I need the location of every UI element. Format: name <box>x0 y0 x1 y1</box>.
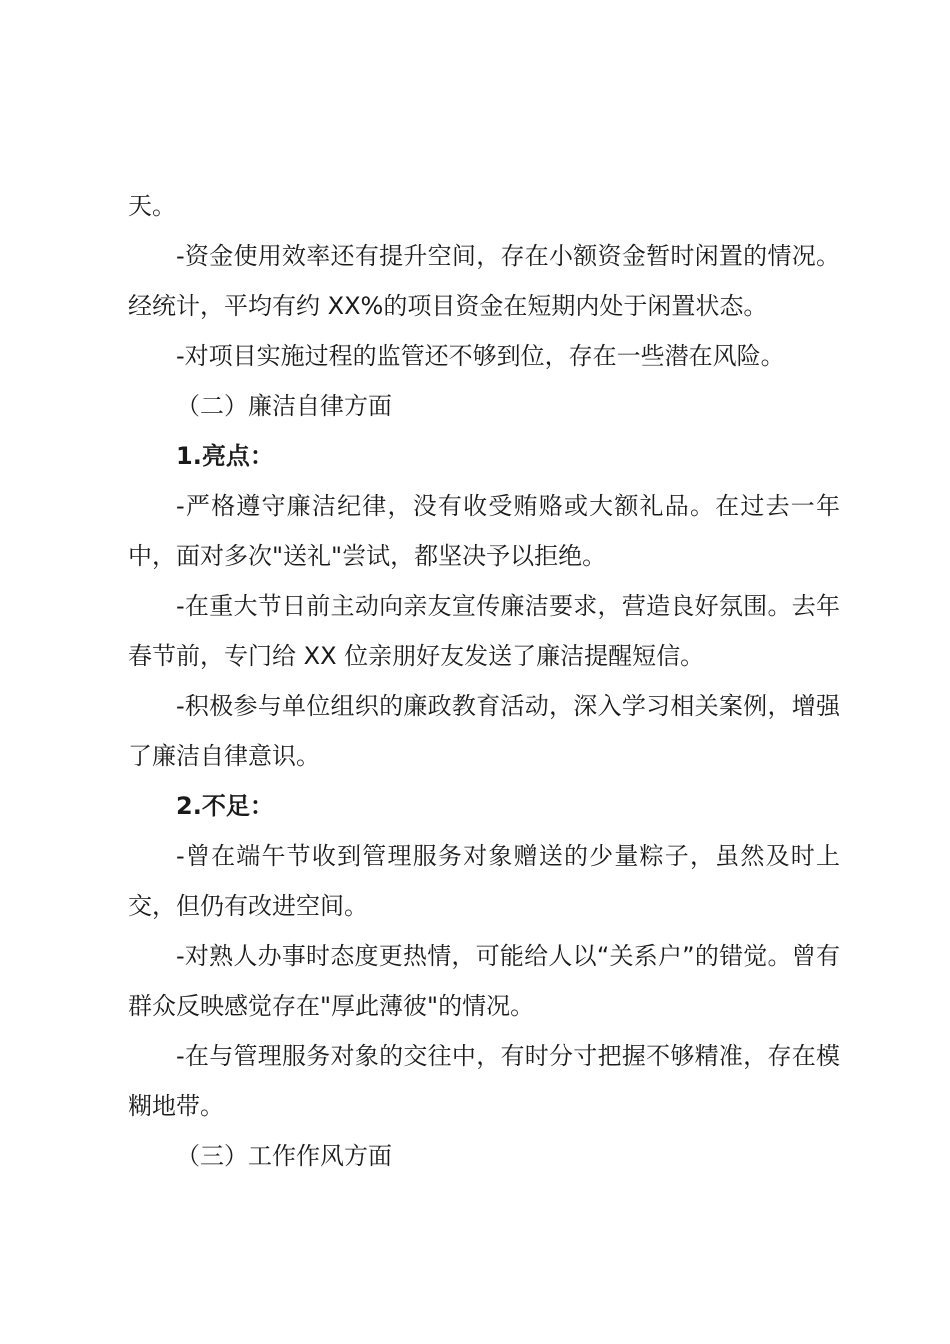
subheading-shortcomings: 2.不足： <box>176 792 274 820</box>
paragraph-gift-received: -曾在端午节收到管理服务对象赠送的少量粽子，虽然及时上交，但仍有改进空间。 <box>128 842 840 920</box>
section-heading-work-style: （三）工作作风方面 <box>176 1142 392 1170</box>
paragraph-project-supervision: -对项目实施过程的监管还不够到位，存在一些潜在风险。 <box>176 342 785 370</box>
paragraph-continuation: 天。 <box>128 192 176 220</box>
section-heading-integrity: （二）廉洁自律方面 <box>176 392 392 420</box>
paragraph-fund-efficiency: -资金使用效率还有提升空间，存在小额资金暂时闲置的情况。经统计，平均有约 XX%的项目资金在短期内处于闲置状态。 <box>128 242 840 320</box>
paragraph-education-activities: -积极参与单位组织的廉政教育活动，深入学习相关案例，增强了廉洁自律意识。 <box>128 692 840 770</box>
paragraph-acquaintance-attitude: -对熟人办事时态度更热情，可能给人以“关系户”的错觉。曾有群众反映感觉存在"厚此薄彼"的情况。 <box>128 942 840 1020</box>
paragraph-integrity-discipline: -严格遵守廉洁纪律，没有收受贿赂或大额礼品。在过去一年中，面对多次"送礼"尝试，都坚决予以拒绝。 <box>128 492 840 570</box>
document-body <box>128 181 840 1181</box>
subheading-highlights: 1.亮点： <box>176 442 274 470</box>
paragraph-boundary-judgment: -在与管理服务对象的交往中，有时分寸把握不够精准，存在模糊地带。 <box>128 1042 840 1120</box>
paragraph-holiday-reminder: -在重大节日前主动向亲友宣传廉洁要求，营造良好氛围。去年春节前，专门给 XX 位亲朋好友发送了廉洁提醒短信。 <box>128 592 840 670</box>
